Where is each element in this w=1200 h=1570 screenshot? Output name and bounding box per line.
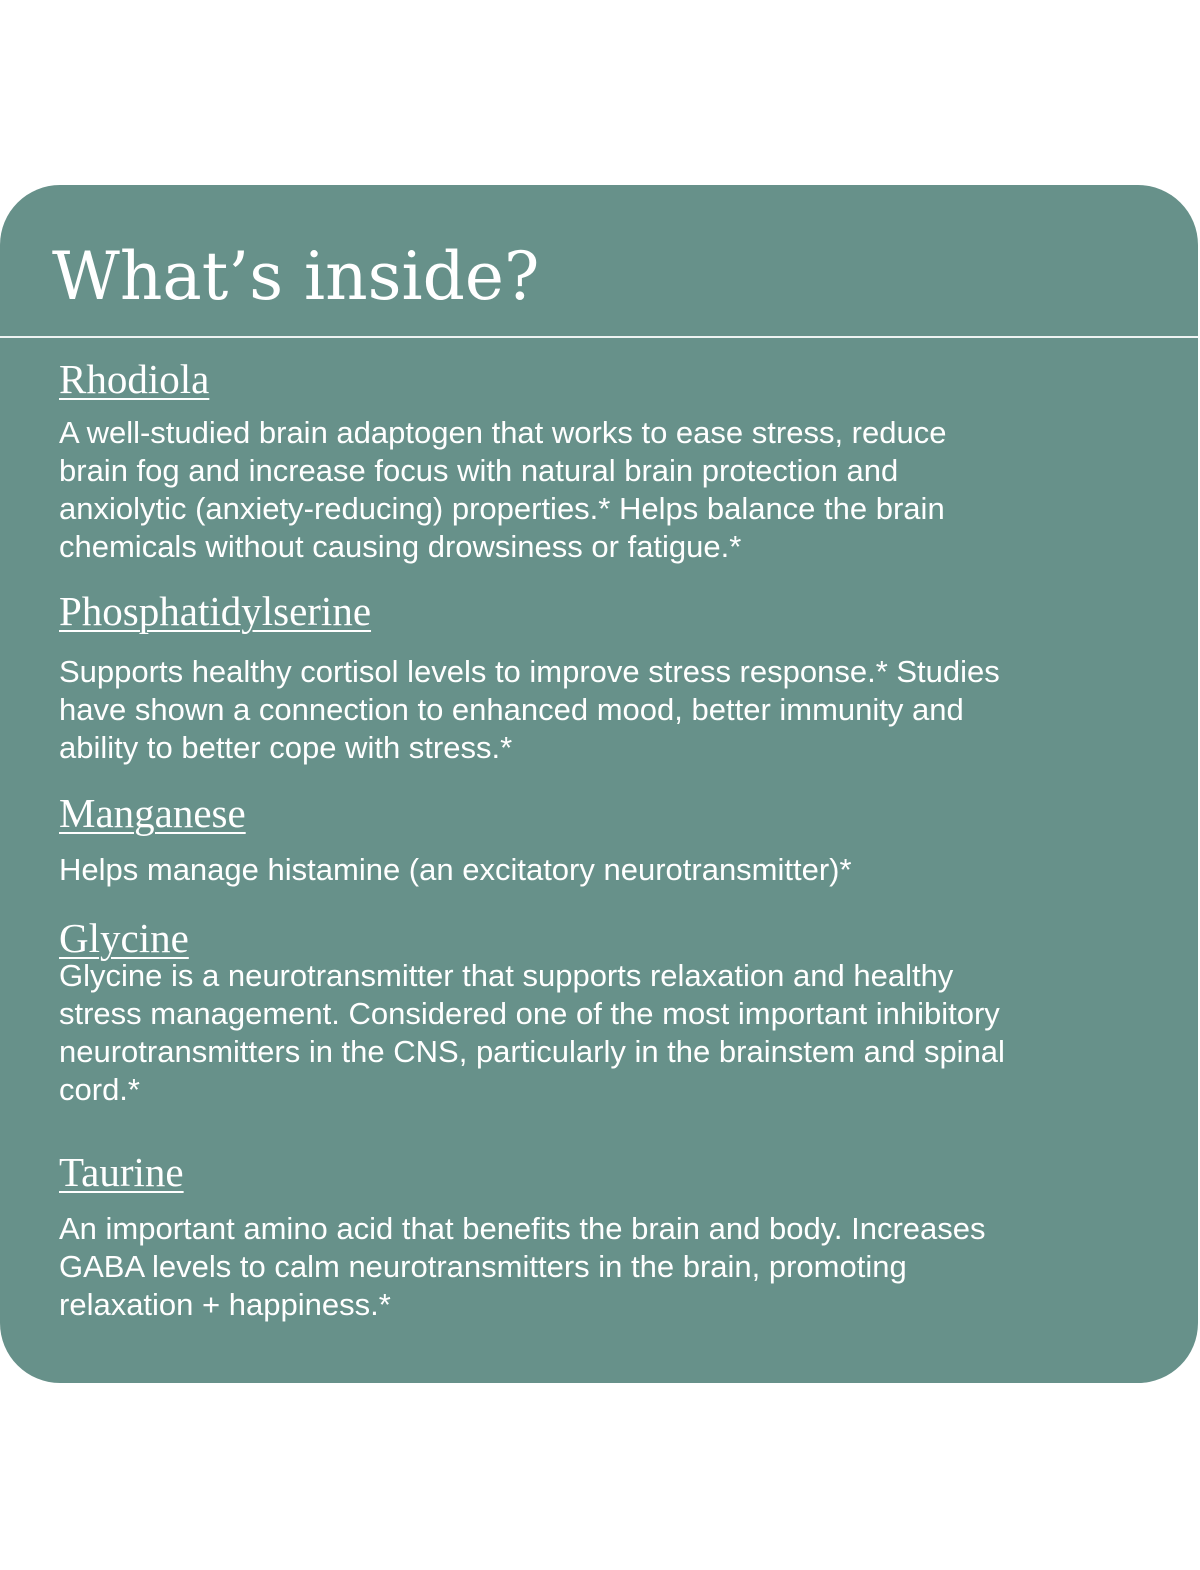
description-line: A well-studied brain adaptogen that works to ease stress, reduce xyxy=(59,415,947,450)
ingredient-description-glycine xyxy=(59,957,1139,1109)
description-line: relaxation + happiness.* xyxy=(59,1287,391,1322)
ingredient-description-rhodiola xyxy=(59,414,1139,566)
description-line: stress management. Considered one of the most important inhibitory xyxy=(59,996,1000,1031)
description-line: chemicals without causing drowsiness or fatigue.* xyxy=(59,529,742,564)
description-line: have shown a connection to enhanced mood, better immunity and xyxy=(59,692,964,727)
description-line: ability to better cope with stress.* xyxy=(59,730,513,765)
ingredient-description-taurine xyxy=(59,1210,1139,1324)
ingredient-heading-rhodiola: Rhodiola xyxy=(59,356,210,402)
ingredient-heading-phosphatidylserine: Phosphatidylserine xyxy=(59,588,372,634)
description-line: brain fog and increase focus with natural brain protection and xyxy=(59,453,899,488)
description-line: Glycine is a neurotransmitter that supports relaxation and healthy xyxy=(59,958,954,993)
ingredient-heading-taurine: Taurine xyxy=(59,1149,184,1195)
card-title: What’s inside? xyxy=(52,238,540,315)
ingredient-description-manganese xyxy=(59,851,1139,889)
description-line: GABA levels to calm neurotransmitters in the brain, promoting xyxy=(59,1249,907,1284)
description-line: neurotransmitters in the CNS, particularly in the brainstem and spinal xyxy=(59,1034,1005,1069)
description-line: Supports healthy cortisol levels to improve stress response.* Studies xyxy=(59,654,1000,689)
ingredient-description-phosphatidylserine xyxy=(59,653,1139,767)
description-line: anxiolytic (anxiety-reducing) properties.* Helps balance the brain xyxy=(59,491,945,526)
ingredient-heading-glycine: Glycine xyxy=(59,915,189,961)
description-line: cord.* xyxy=(59,1072,140,1107)
title-divider xyxy=(0,336,1198,338)
description-line: An important amino acid that benefits the brain and body. Increases xyxy=(59,1211,986,1246)
ingredient-heading-manganese: Manganese xyxy=(59,790,246,836)
description-line: Helps manage histamine (an excitatory neurotransmitter)* xyxy=(59,852,852,887)
